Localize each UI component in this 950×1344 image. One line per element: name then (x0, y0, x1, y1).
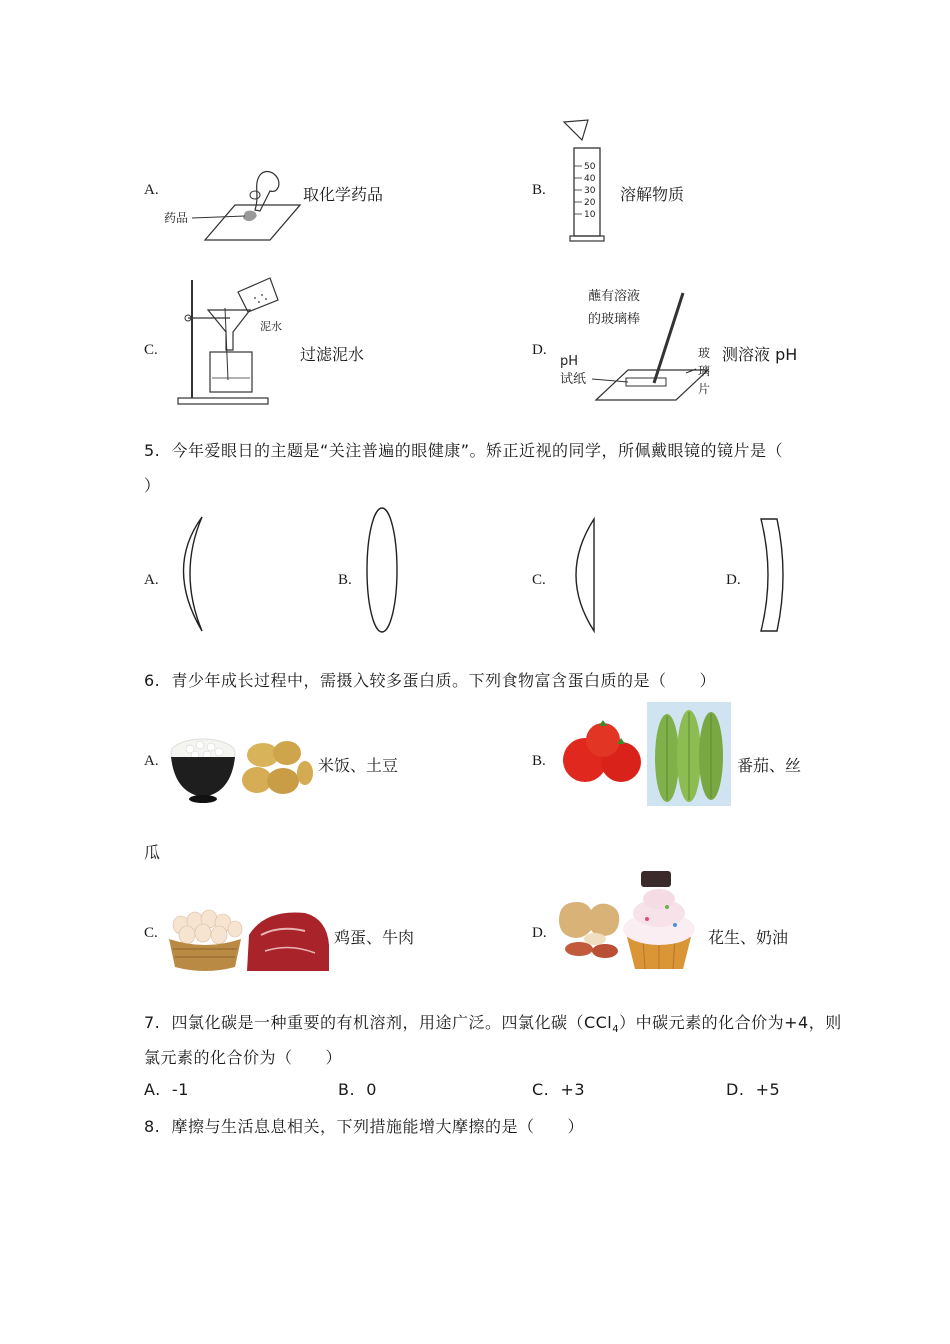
label-ph: pH (560, 354, 579, 369)
q4-option-c-caption: 过滤泥水 (300, 345, 365, 364)
tomato-icon (563, 720, 641, 782)
q5-text-line2: ） (144, 476, 161, 495)
lens-d-concave (755, 515, 795, 635)
q6-option-a-letter: A. (144, 753, 159, 769)
q4-option-b-caption: 溶解物质 (620, 185, 685, 204)
potato-icon (242, 741, 313, 794)
q4-option-a-caption: 取化学药品 (303, 185, 384, 204)
q7-option-d (726, 1080, 780, 1099)
q5-option-a-letter: A. (144, 572, 159, 588)
filtration-illustration (170, 270, 295, 408)
ph-test-illustration (558, 285, 718, 405)
q4-option-b-letter: B. (532, 182, 546, 198)
q6-option-b-letter: B. (532, 753, 546, 769)
peanut-icon (559, 902, 619, 958)
q7-text-b: ）中碳元素的化合价为+4，则 (619, 1013, 842, 1032)
label-glass-3: 片 (698, 382, 711, 396)
rice-bowl-icon (171, 739, 235, 803)
q6-option-c-letter: C. (144, 925, 158, 941)
loofah-icon (655, 710, 723, 802)
label-medicine: 药品 (164, 211, 189, 225)
q6-option-b-caption: 番茄、丝 (737, 756, 802, 775)
q7-option-a-value: -1 (171, 1080, 189, 1099)
beef-icon (247, 912, 329, 971)
q6-number: 6. (144, 671, 161, 690)
q8-text: 摩擦与生活息息相关，下列措施能增大摩擦的是（ ） (171, 1117, 584, 1136)
q6-text: 青少年成长过程中，需摄入较多蛋白质。下列食物富含蛋白质的是（ ） (171, 671, 716, 690)
q5-question (144, 438, 783, 461)
q7-option-b (338, 1080, 377, 1099)
rice-potato-photo (165, 725, 315, 805)
label-test-paper: 试纸 (560, 372, 587, 387)
q5-number: 5. (144, 441, 161, 460)
egg-basket-icon (169, 910, 242, 971)
q7-option-b-letter: B. (338, 1080, 356, 1099)
peanut-cream-photo (555, 865, 705, 975)
label-rod-line1: 蘸有溶液 (588, 289, 641, 304)
lens-b-biconvex (362, 505, 404, 635)
q7-option-a-letter: A. (144, 1080, 161, 1099)
q8-question (144, 1114, 584, 1137)
q5-option-c-letter: C. (532, 572, 546, 588)
q6-option-d-letter: D. (532, 925, 547, 941)
cupcake-icon (623, 871, 695, 969)
q4-option-a-letter: A. (144, 182, 159, 198)
q8-number: 8. (144, 1117, 161, 1136)
q6-question (144, 668, 716, 691)
q6-option-a-caption: 米饭、土豆 (318, 756, 399, 775)
take-chemical-illustration (160, 160, 310, 250)
tick-50: 50 (584, 162, 596, 172)
label-rod-line2: 的玻璃棒 (588, 312, 641, 327)
tick-20: 20 (584, 198, 596, 208)
graduated-cylinder-illustration (560, 118, 610, 246)
q7-option-c-letter: C. (532, 1080, 550, 1099)
q7-option-b-value: 0 (366, 1080, 377, 1099)
tick-30: 30 (584, 186, 596, 196)
q6-option-b-caption-wrap: 瓜 (144, 843, 161, 862)
q7-option-d-letter: D. (726, 1080, 745, 1099)
lens-a-meniscus (160, 513, 210, 635)
q7-option-c-value: +3 (560, 1080, 586, 1099)
q5-text-line1: 今年爱眼日的主题是“关注普遍的眼健康”。矫正近视的同学，所佩戴眼镜的镜片是（ (171, 441, 784, 460)
tick-10: 10 (584, 210, 596, 220)
q7-text-line2: 氯元素的化合价为（ ） (144, 1048, 343, 1067)
lens-c-plano-convex (562, 515, 602, 635)
q6-option-c-caption: 鸡蛋、牛肉 (334, 928, 415, 947)
q7-option-d-value: +5 (755, 1080, 781, 1099)
label-muddy-water: 泥水 (260, 320, 282, 333)
q7-question (144, 1010, 842, 1035)
q7-number: 7. (144, 1013, 161, 1032)
egg-beef-photo (165, 905, 330, 975)
tick-40: 40 (584, 174, 596, 184)
q4-option-d-caption: 测溶液 pH (722, 345, 798, 364)
q4-option-d-letter: D. (532, 342, 547, 358)
q7-option-c (532, 1080, 585, 1099)
q7-option-a (144, 1080, 189, 1099)
tomato-loofah-photo (555, 700, 735, 810)
label-glass-1: 玻 (698, 346, 711, 360)
q5-option-b-letter: B. (338, 572, 352, 588)
q4-option-c-letter: C. (144, 342, 158, 358)
q7-subscript: 4 (612, 1024, 620, 1036)
label-glass-2: 璃 (698, 364, 711, 378)
q5-option-d-letter: D. (726, 572, 741, 588)
q7-text-a: 四氯化碳是一种重要的有机溶剂，用途广泛。四氯化碳（CCl (171, 1013, 613, 1032)
q6-option-d-caption: 花生、奶油 (708, 928, 789, 947)
